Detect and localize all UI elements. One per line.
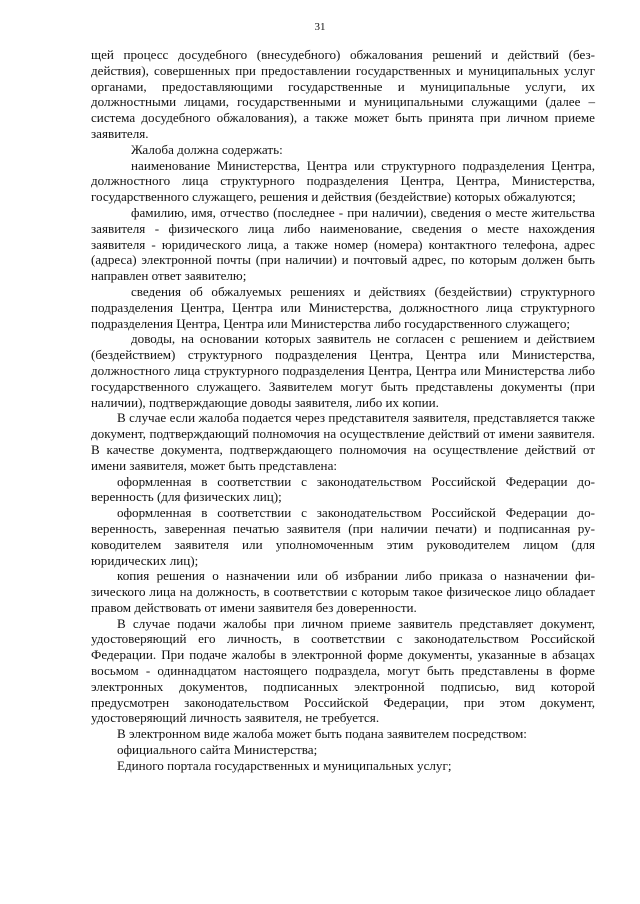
paragraph-representative: В случае если жалоба подается через представителя заявителя, представляется также документ, подтверждающий полномочия на осуществление действий от имени заявителя. В качестве документа, подтверждающего полномочия на осуществление действий от имени заявителя, может быть представлена: xyxy=(91,410,595,473)
paragraph-appointment-copy: копия решения о назначении или об избрании либо приказа о назначении физического лица на должность, в соответствии с которым такое физическое лицо обладает правом действовать от имени заявителя без доверенности. xyxy=(91,568,595,615)
paragraph-electronic-submission: В электронном виде жалоба может быть подана заявителем посредством: xyxy=(117,726,527,742)
paragraph-unified-portal: Единого портала государственных и муниципальных услуг; xyxy=(117,757,452,773)
paragraph-item-applicant-details: фамилию, имя, отчество (последнее - при наличии), сведения о месте жительства заявителя - физического лица либо наименование, сведения о месте нахождения заявителя - юридического лица, а также номер (номера) контактного телефона, адрес (адреса) электронной почты (при наличии) и почтовый адрес, по которым должен быть направлен ответ заявителю; xyxy=(91,204,595,284)
paragraph-ministry-website: официального сайта Министерства; xyxy=(117,742,318,758)
paragraph-proxy-legal-entities: оформленная в соответствии с законодательством Российской Федерации доверенность, заверенная печатью заявителя (при наличии печати) и подписанная руководителем заявителя или уполномоченным этим руководителем лицом (для юридических лиц); xyxy=(91,505,595,568)
page-number: 31 xyxy=(314,21,326,33)
paragraph-personal-reception: В случае подачи жалобы при личном приеме заявитель представляет документ, удостоверяющий его личность, в соответствии с законодательством Российской Федерации. При подаче жалобы в электронной форме документы, указанные в абзацах восьмом - одиннадцатом настоящего подраздела, могут быть представлены в форме электронных документов, подписанных электронной подписью, вид которой предусмотрен законодательством Российской Федерации, при этом документ, удостоверяющий личность заявителя, не требуется. xyxy=(91,615,595,726)
paragraph-item-appealed-decisions: сведения об обжалуемых решениях и действиях (бездействии) структурного подразделения Центра, Центра или Министерства, должностного лица структурного подразделения Центра, Центра или Министерства либо государственного служащего; xyxy=(91,283,595,331)
paragraph-item-arguments: доводы, на основании которых заявитель не согласен с решением и действием (бездействием) структурного подразделения Центра, Центра или Министерства, должностного лица структурного подразделения Центра, Центра или Министерства либо государственного служащего. Заявителем могут быть представлены документы (при наличии), подтверждающие доводы заявителя, либо их копии. xyxy=(91,331,595,410)
paragraph-complaint-contents-heading: Жалоба должна содержать: xyxy=(131,141,283,157)
paragraph-proxy-individuals: оформленная в соответствии с законодательством Российской Федерации доверенность (для физических лиц); xyxy=(91,473,595,505)
document-body xyxy=(91,47,595,774)
paragraph-item-name: наименование Министерства, Центра или структурного подразделения Центра, должностного лица структурного подразделения Центра, Центра, Министерства, государственного служащего, решения и действия (бездействие) которых обжалуются; xyxy=(91,157,595,205)
paragraph-continuation: щей процесс досудебного (внесудебного) обжалования решений и действий (бездействия), совершенных при предоставлении государственных и муниципальных услуг органами, предоставляющими государственные и муниципальные услуги, их должностными лицами, государственными и муниципальными служащими (далее – система досудебного обжалования), а также может быть принята при личном приеме заявителя. xyxy=(91,47,595,141)
